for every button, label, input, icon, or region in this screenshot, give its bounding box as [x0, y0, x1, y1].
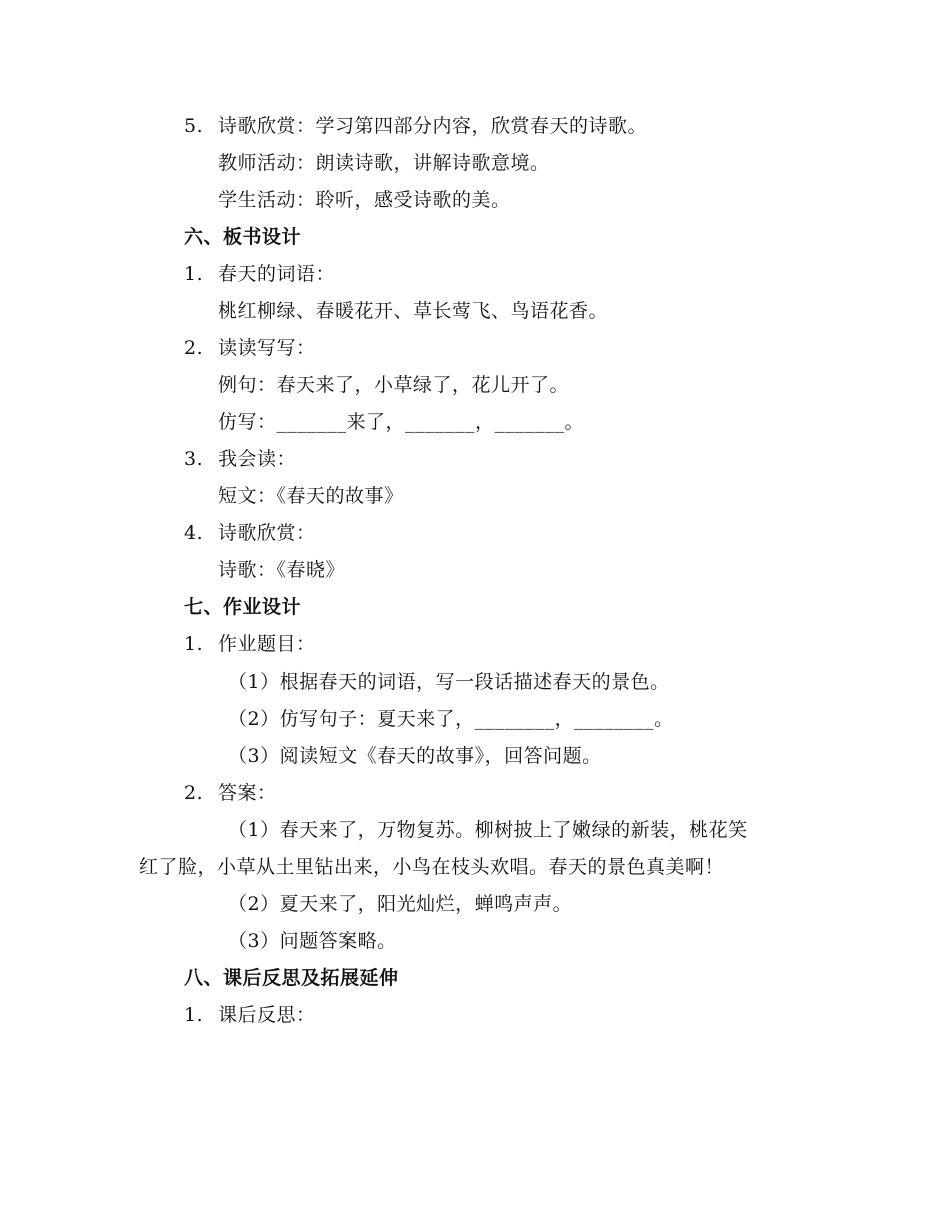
homework-question-2: （2）仿写句子：夏天来了，________，________。	[228, 708, 674, 730]
list-item-homework-questions	[184, 632, 316, 656]
list-item-reflection	[184, 1003, 316, 1027]
list-number: 1.	[184, 633, 204, 655]
list-item-poetry-appreciation	[184, 114, 647, 138]
list-text: 诗歌欣赏：学习第四部分内容，欣赏春天的诗歌。	[218, 115, 648, 137]
answer-1-line-2: 红了脸，小草从土里钻出来，小鸟在枝头欢唱。春天的景色真美啊！	[139, 856, 725, 878]
list-number: 4.	[184, 522, 204, 544]
list-text: 春天的词语：	[218, 263, 336, 285]
section-heading-homework-design: 七、作业设计	[184, 596, 302, 618]
list-item-i-can-read	[184, 447, 296, 471]
list-item-answers	[184, 781, 277, 805]
imitation-sentence-text: 仿写：_______来了，_______，_______。	[218, 411, 585, 433]
spring-words-text: 桃红柳绿、春暖花开、草长莺飞、鸟语花香。	[218, 300, 609, 322]
example-sentence-text: 例句：春天来了，小草绿了，花儿开了。	[218, 374, 570, 396]
student-activity-text: 学生活动：聆听，感受诗歌的美。	[218, 189, 511, 211]
list-text: 课后反思：	[218, 1004, 316, 1026]
section-heading-reflection: 八、课后反思及拓展延伸	[184, 967, 399, 989]
list-number: 2.	[184, 782, 204, 804]
list-number: 1.	[184, 263, 204, 285]
section-heading-board-design: 六、板书设计	[184, 226, 302, 248]
answer-1-line-1: （1）春天来了，万物复苏。柳树披上了嫩绿的新装，桃花笑	[228, 819, 748, 841]
list-text: 答案：	[218, 782, 277, 804]
list-item-read-write	[184, 336, 316, 360]
list-text: 作业题目：	[218, 633, 316, 655]
list-text: 诗歌欣赏：	[218, 522, 316, 544]
list-item-poetry	[184, 521, 316, 545]
answer-3: （3）问题答案略。	[228, 930, 397, 952]
teacher-activity-text: 教师活动：朗读诗歌，讲解诗歌意境。	[218, 152, 550, 174]
list-number: 3.	[184, 448, 204, 470]
list-number: 1.	[184, 1004, 204, 1026]
homework-question-1: （1）根据春天的词语，写一段话描述春天的景色。	[228, 671, 670, 693]
homework-question-3: （3）阅读短文《春天的故事》，回答问题。	[228, 745, 602, 767]
list-text: 我会读：	[218, 448, 297, 470]
list-number: 5.	[184, 115, 204, 137]
answer-2: （2）夏天来了，阳光灿烂，蝉鸣声声。	[228, 893, 573, 915]
list-item-spring-words	[184, 262, 335, 286]
short-text-title: 短文：《春天的故事》	[218, 485, 404, 507]
list-text: 读读写写：	[218, 337, 316, 359]
list-number: 2.	[184, 337, 204, 359]
poem-title: 诗歌：《春晓》	[218, 559, 346, 581]
